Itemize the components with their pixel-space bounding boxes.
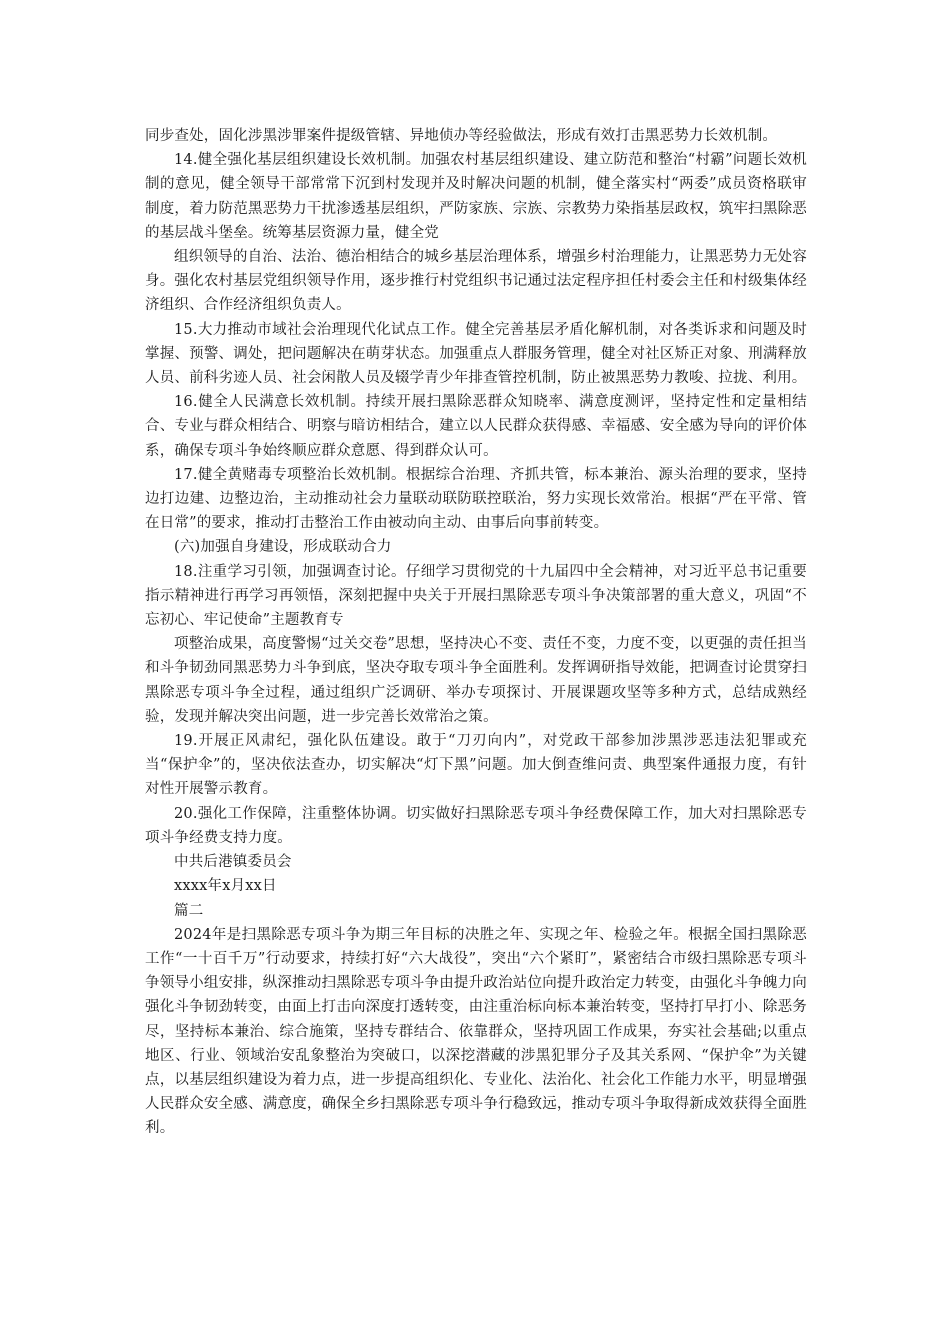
paragraph-item-14: 14.健全强化基层组织建设长效机制。加强农村基层组织建设、建立防范和整治“村霸”问题长效机制的意见，健全领导干部常常下沉到村发现并及时解决问题的机制，健全落实村“两委”成员资格联审制度，着力防范黑恶势力干扰渗透基层组织，严防家族、宗族、宗教势力染指基层政权，筑牢扫黑除恶的基层战斗堡垒。统筹基层资源力量，健全党 bbox=[145, 152, 807, 241]
paragraph-item-14-continued: 组织领导的自治、法治、德治相结合的城乡基层治理体系，增强乡村治理能力，让黑恶势力无处容身。强化农村基层党组织领导作用，逐步推行村党组织书记通过法定程序担任村委会主任和村级集体经济组织、合作经济组织负责人。 bbox=[145, 249, 807, 314]
paragraph-item-19: 19.开展正风肃纪，强化队伍建设。敢于“刀刃向内”，对党政干部参加涉黑涉恶违法犯罪或充当“保护伞”的，坚决依法查办，切实解决“灯下黑”问题。加大倒查维问责、典型案件通报力度，有针对性开展警示教育。 bbox=[145, 733, 807, 798]
paragraph-item-16: 16.健全人民满意长效机制。持续开展扫黑除恶群众知晓率、满意度测评，坚持定性和定量相结合、专业与群众相结合、明察与暗访相结合，建立以人民群众获得感、幸福感、安全感为导向的评价体系，确保专项斗争始终顺应群众意愿、得到群众认可。 bbox=[145, 394, 807, 459]
paragraph-item-18-continued: 项整治成果，高度警惕“过关交卷”思想，坚持决心不变、责任不变，力度不变，以更强的责任担当和斗争韧劲同黑恶势力斗争到底，坚决夺取专项斗争全面胜利。发挥调研指导效能，把调查讨论贯穿扫黑除恶专项斗争全过程，通过组织广泛调研、举办专项探讨、开展课题攻坚等多种方式，总结成熟经验，发现并解决突出问题，进一步完善长效常治之策。 bbox=[145, 636, 807, 725]
paragraph-part-two-intro: 2024年是扫黑除恶专项斗争为期三年目标的决胜之年、实现之年、检验之年。根据全国扫黑除恶工作“一十百千万”行动要求，持续打好“六大战役”，突出“六个紧盯”，紧密结合市级扫黑除恶专项斗争领导小组安排，纵深推动扫黑除恶专项斗争由提升政治站位向提升政治定力转变，由强化斗争魄力向强化斗争韧劲转变，由面上打击向深度打透转变，由注重治标向标本兼治转变，坚持打早打小、除恶务尽，坚持标本兼治、综合施策，坚持专群结合、依靠群众，坚持巩固工作成果，夯实社会基础;以重点地区、行业、领域治安乱象整治为突破口，以深挖潜藏的涉黑犯罪分子及其关系网、“保护伞”为关键点，以基层组织建设为着力点，进一步提高组织化、专业化、法治化、社会化工作能力水平，明显增强人民群众安全感、满意度，确保全乡扫黑除恶专项斗争行稳致远，推动专项斗争取得新成效获得全面胜利。 bbox=[145, 926, 807, 1137]
section-title-part-two: 篇二 bbox=[174, 902, 204, 919]
paragraph-continuation: 同步查处，固化涉黑涉罪案件提级管辖、异地侦办等经验做法，形成有效打击黑恶势力长效机制。 bbox=[145, 128, 778, 144]
document-page bbox=[145, 124, 807, 1141]
signature-date: xxxx年x月xx日 bbox=[174, 878, 277, 895]
signature-organization: 中共后港镇委员会 bbox=[174, 854, 292, 871]
paragraph-item-18: 18.注重学习引领，加强调查讨论。仔细学习贯彻党的十九届四中全会精神，对习近平总书记重要指示精神进行再学习再领悟，深刻把握中央关于开展扫黑除恶专项斗争决策部署的重大意义，巩固“不忘初心、牢记使命”主题教育专 bbox=[145, 563, 807, 629]
paragraph-item-15: 15.大力推动市域社会治理现代化试点工作。健全完善基层矛盾化解机制，对各类诉求和问题及时掌握、预警、调处，把问题解决在萌芽状态。加强重点人群服务管理，健全对社区矫正对象、刑满释放人员、前科劣迹人员、社会闲散人员及辍学青少年排查管控机制，防止被黑恶势力教唆、拉拢、利用。 bbox=[145, 321, 807, 387]
paragraph-item-17: 17.健全黄赌毒专项整治长效机制。根据综合治理、齐抓共管，标本兼治、源头治理的要求，坚持边打边建、边整边治，主动推动社会力量联动联防联控联治，努力实现长效常治。根据“严在平常、管在日常”的要求，推动打击整治工作由被动向主动、由事后向事前转变。 bbox=[145, 466, 807, 532]
section-heading-6: (六)加强自身建设，形成联动合力 bbox=[174, 539, 392, 556]
paragraph-item-20: 20.强化工作保障，注重整体协调。切实做好扫黑除恶专项斗争经费保障工作，加大对扫黑除恶专项斗争经费支持力度。 bbox=[145, 805, 807, 846]
